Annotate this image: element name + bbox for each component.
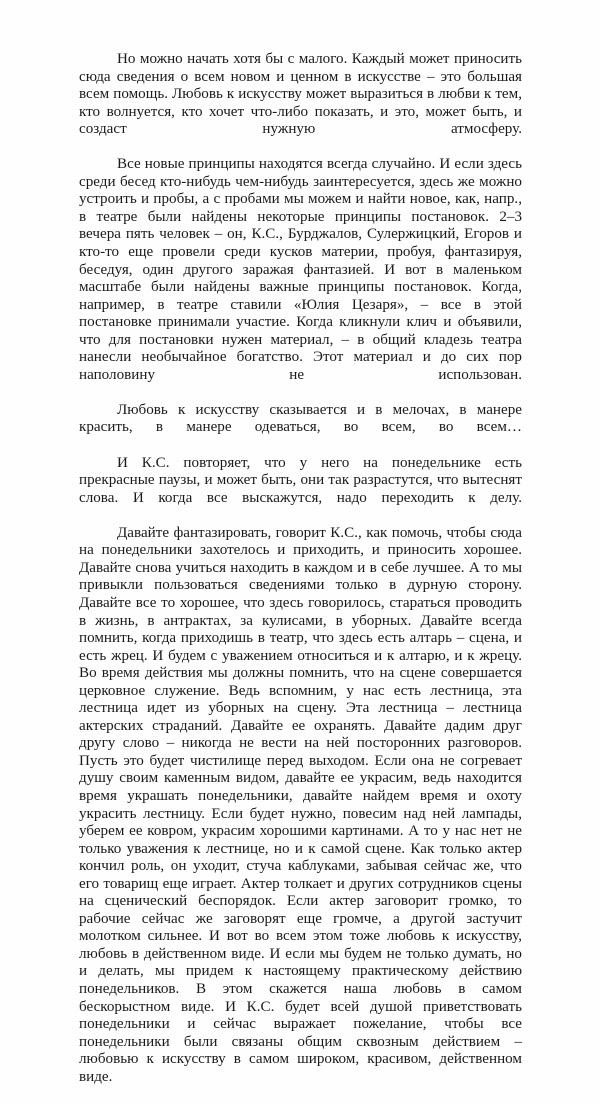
paragraph: И К.С. повторяет, что у него на понедельнике есть прекрасные паузы, и может быть, они так разрастутся, что вытеснят слова. И когда все выскажутся, надо переходить к делу. bbox=[79, 454, 522, 506]
body-text-column bbox=[79, 51, 522, 1104]
paragraph: Давайте фантазировать, говорит К.С., как помочь, чтобы сюда на понедельники захотелось и приходить, и приносить хорошее. Давайте снова учиться находить в каждом и в себе лучшее. А то мы привыкли пользоваться сведениями только в дурную сторону. Давайте все то хорошее, что здесь говорилось, стараться проводить в жизнь, в антрактах, за кулисами, в уборных. Давайте всегда помнить, когда приходишь в театр, что здесь есть алтарь – сцена, и есть жрец. И будем с уважением относиться и к алтарю, и к жрецу. Во время действия мы должны помнить, что на сцене совершается церковное служение. Ведь вспомним, у нас есть лестница, эта лестница идет из уборных на сцену. Эта лестница – лестница актерских страданий. Давайте ее охранять. Давайте дадим друг другу слово – никогда не вести на ней посторонних разговоров. Пусть это будет чистилище перед выходом. Если она не согревает душу своим каменным видом, давайте ее украсим, ведь находится время украшать понедельники, давайте найдем время и охоту украсить лестницу. Если будет нужно, повесим над ней лампады, уберем ее ковром, украсим хорошими картинами. А то у нас нет не только уважения к лестнице, но и к самой сцене. Как только актер кончил роль, он уходит, стуча каблуками, забывая сейчас же, что его товарищ еще играет. Актер толкает и других сотрудников сцены на сценический беспорядок. Если актер заговорит громко, то рабочие сейчас же заговорят еще громче, а другой застучит молотком сильнее. И вот во всем этом тоже любовь к искусству, любовь в действенном виде. И если мы будем не только думать, но и делать, мы придем к настоящему практическому действию понедельников. В этом скажется наша любовь в самом бескорыстном виде. И К.С. будет всей душой приветствовать понедельники и сейчас выражает пожелание, чтобы все понедельники были связаны общим сквозным действием – любовью к искусству в самом широком, красивом, действенном виде. bbox=[79, 524, 522, 1085]
paragraph: Но можно начать хотя бы с малого. Каждый может приносить сюда сведения о всем новом и ценном в искусстве – это большая всем помощь. Любовь к искусству может выразиться в любви к тем, кто волнуется, кто хочет что-либо показать, и это, может быть, и создаст нужную атмосферу. bbox=[79, 51, 522, 138]
paragraph: Любовь к искусству сказывается и в мелочах, в манере красить, в манере одеваться, во всем, во всем… bbox=[79, 401, 522, 436]
paragraph: Все новые принципы находятся всегда случайно. И если здесь среди бесед кто-нибудь чем-нибудь заинтересуется, здесь же можно устроить и пробы, а с пробами мы можем и найти новое, как, напр., в театре были найдены некоторые принципы постановок. 2–3 вечера пять человек – он, К.С., Бурджалов, Сулержицкий, Егоров и кто-то еще провели среди кусков материи, пробуя, фантазируя, беседуя, один другого заражая фантазией. И вот в маленьком масштабе были найдены важные принципы постановок. Когда, например, в театре ставили «Юлия Цезаря», – все в этой постановке принимали участие. Когда кликнули клич и объявили, что для постановки нужен материал, – в общий кладезь театра нанесли необычайное богатство. Этот материал и до сих пор наполовину не использован. bbox=[79, 156, 522, 383]
